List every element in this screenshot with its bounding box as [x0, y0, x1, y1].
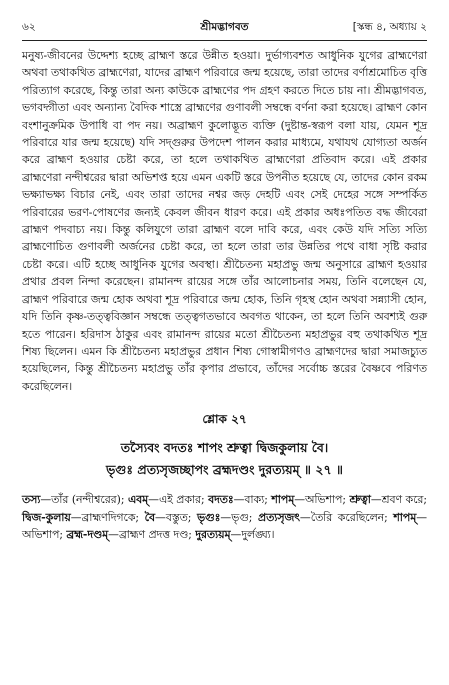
gloss-meaning: —ব্রাহ্মণদিগকে; [70, 510, 145, 524]
gloss-meaning: —ভৃগু; [220, 510, 259, 524]
gloss-meaning: —বস্তুত; [155, 510, 197, 524]
gloss-word: এবম্ [127, 493, 149, 507]
sanskrit-verse [22, 437, 427, 481]
word-meanings [22, 491, 427, 543]
gloss-word: শাপম্ [271, 493, 295, 507]
verse-line-2: ভৃগুঃ প্রত্যসৃজচ্ছাপং ব্রহ্মদণ্ডং দুরত্যয়ম্ ॥ ২৭ ॥ [105, 462, 344, 478]
gloss-word: ভৃগুঃ [196, 510, 221, 524]
gloss-word: দ্বিজ-কুলায় [22, 510, 71, 524]
chapter-reference: [স্কন্ধ ৪, অধ্যায় ২ [352, 21, 427, 33]
purport-paragraph: মনুষ্য-জীবনের উদ্দেশ্য হচ্ছে ব্রাহ্মণ স্তরে উন্নীত হওয়া। দুর্ভাগ্যবশত আধুনিক যুগের ব্রাহ্মণেরা অথবা তথাকথিত ব্রাহ্মণেরা, যাদের ব্রাহ্মণ পরিবারে জন্ম হয়েছে, তারা তাদের বর্ণাশ্রমোচিত বৃত্তি পরিত্যাগ করেছে, কিন্তু তারা অন্য কাউকে ব্রাহ্মণের পদ গ্রহণ করতে দিতে চায় না। শ্রীমদ্ভাগবত, ভগবদ্গীতা এবং অন্যান্য বৈদিক শাস্ত্রে ব্রাহ্মণের গুণাবলী সম্বন্ধে বর্ণনা করা হয়েছে। ব্রাহ্মণ কোন বংশানুক্রমিক উপাধি বা পদ নয়। অব্রাহ্মণ কুলোদ্ভূত ব্যক্তি (দুষ্টান্ত-স্বরূপ বলা যায়, যেমন শূদ্র পরিবারে যার জন্ম হয়েছে) যদি সদ্গুরুর উপদেশ পালন করার মাধ্যমে, যথাযথ যোগ্যতা অর্জন করে ব্রাহ্মণ হওয়ার চেষ্টা করে, তা হলে তথাকথিত ব্রাহ্মণেরা প্রতিবাদ করে। এই প্রকার ব্রাহ্মণেরা নন্দীশ্বরের দ্বারা অভিশপ্ত হয়ে এমন একটি স্তরে উপনীত হয়েছে যে, তাদের কোন রকম ভক্ষ্যাভক্ষ্য বিচার নেই, এবং তারা তাদের নশ্বর জড় দেহটি এবং সেই দেহের সঙ্গে সম্পর্কিত পরিবারের ভরণ-পোষণের জন্যই কেবল জীবন ধারণ করে। এই প্রকার অধঃপতিত বদ্ধ জীবেরা ব্রাহ্মণ পদবাচ্য নয়। কিন্তু কলিযুগে তারা ব্রাহ্মণ বলে দাবি করে, এবং কেউ যদি সত্যি সত্যি ব্রাহ্মণোচিত গুণাবলী অর্জনের চেষ্টা করে, তা হলে তারা তার উন্নতির পথে বাধা সৃষ্টি করার চেষ্টা করে। এটি হচ্ছে আধুনিক যুগের অবস্থা। শ্রীচৈতন্য মহাপ্রভু জন্ম অনুসারে ব্রাহ্মণ হওয়ার প্রথার প্রবল নিন্দা করেছেন। রামানন্দ রায়ের সঙ্গে তাঁর আলোচনার সময়, তিনি বলেছেন যে, ব্রাহ্মণ পরিবারে জন্ম হোক অথবা শূদ্র পরিবারে জন্ম হোক, তিনি গৃহস্থ হোন অথবা সন্ন্যাসী হোন, যদি তিনি কৃষ্ণ-তত্ত্ববিজ্ঞান সম্বন্ধে তত্ত্বগতভাবে অবগত থাকেন, তা হলে তিনি অবশ্যই গুরু হতে পারেন। হরিদাস ঠাকুর এবং রামানন্দ রায়ের মতো শ্রীচৈতন্য মহাপ্রভুর বহু তথাকথিত শূদ্র শিষ্য ছিলেন। এমন কি শ্রীচৈতন্য মহাপ্রভুর প্রধান শিষ্য গোস্বামীগণও ব্রাহ্মণদের দ্বারা সমাজচ্যুত হয়েছিলেন, কিন্তু শ্রীচৈতন্য মহাপ্রভু তাঁর কৃপার প্রভাবে, তাঁদের সর্বোচ্চ স্তরের বৈষ্ণবে পরিণত করেছিলেন। [22, 49, 427, 393]
gloss-meaning: —অভিশাপ; [22, 510, 427, 541]
gloss-word: বৈ [144, 510, 156, 524]
gloss-meaning: —শ্রবণ করে; [370, 493, 427, 507]
gloss-meaning: —দুর্লঙ্ঘ্য। [230, 527, 275, 541]
header-rule [22, 40, 427, 41]
gloss-meaning: —তৈরি করেছিলেন; [299, 510, 394, 524]
verse-line-1: তস্যৈবং বদতঃ শাপং শ্রুত্বা দ্বিজকুলায় বৈ। [120, 440, 329, 456]
page-number: ৬২ [22, 21, 36, 33]
gloss-word: শ্রুত্বা [349, 493, 371, 507]
gloss-word: ব্রহ্ম-দণ্ডম্ [66, 527, 109, 541]
gloss-meaning: —ব্রাহ্মণ প্রদত্ত দণ্ড; [108, 527, 196, 541]
gloss-meaning: —অভিশাপ; [294, 493, 350, 507]
gloss-meaning: —তাঁর (নন্দীশ্বরের); [40, 493, 128, 507]
gloss-word: শাপম্ [393, 510, 417, 524]
gloss-word: দুরত্যয়ম্ [195, 527, 231, 541]
gloss-word: প্রত্যসৃজৎ [258, 510, 300, 524]
shloka-title: শ্লোক ২৭ [202, 412, 247, 427]
gloss-meaning: —এই প্রকার; [148, 493, 209, 507]
gloss-word: তস্য [22, 493, 41, 507]
page-header [22, 18, 427, 38]
gloss-meaning: —বাক্য; [233, 493, 272, 507]
gloss-word: বদতঃ [208, 493, 234, 507]
book-title: শ্রীমদ্ভাগবত [200, 21, 249, 33]
